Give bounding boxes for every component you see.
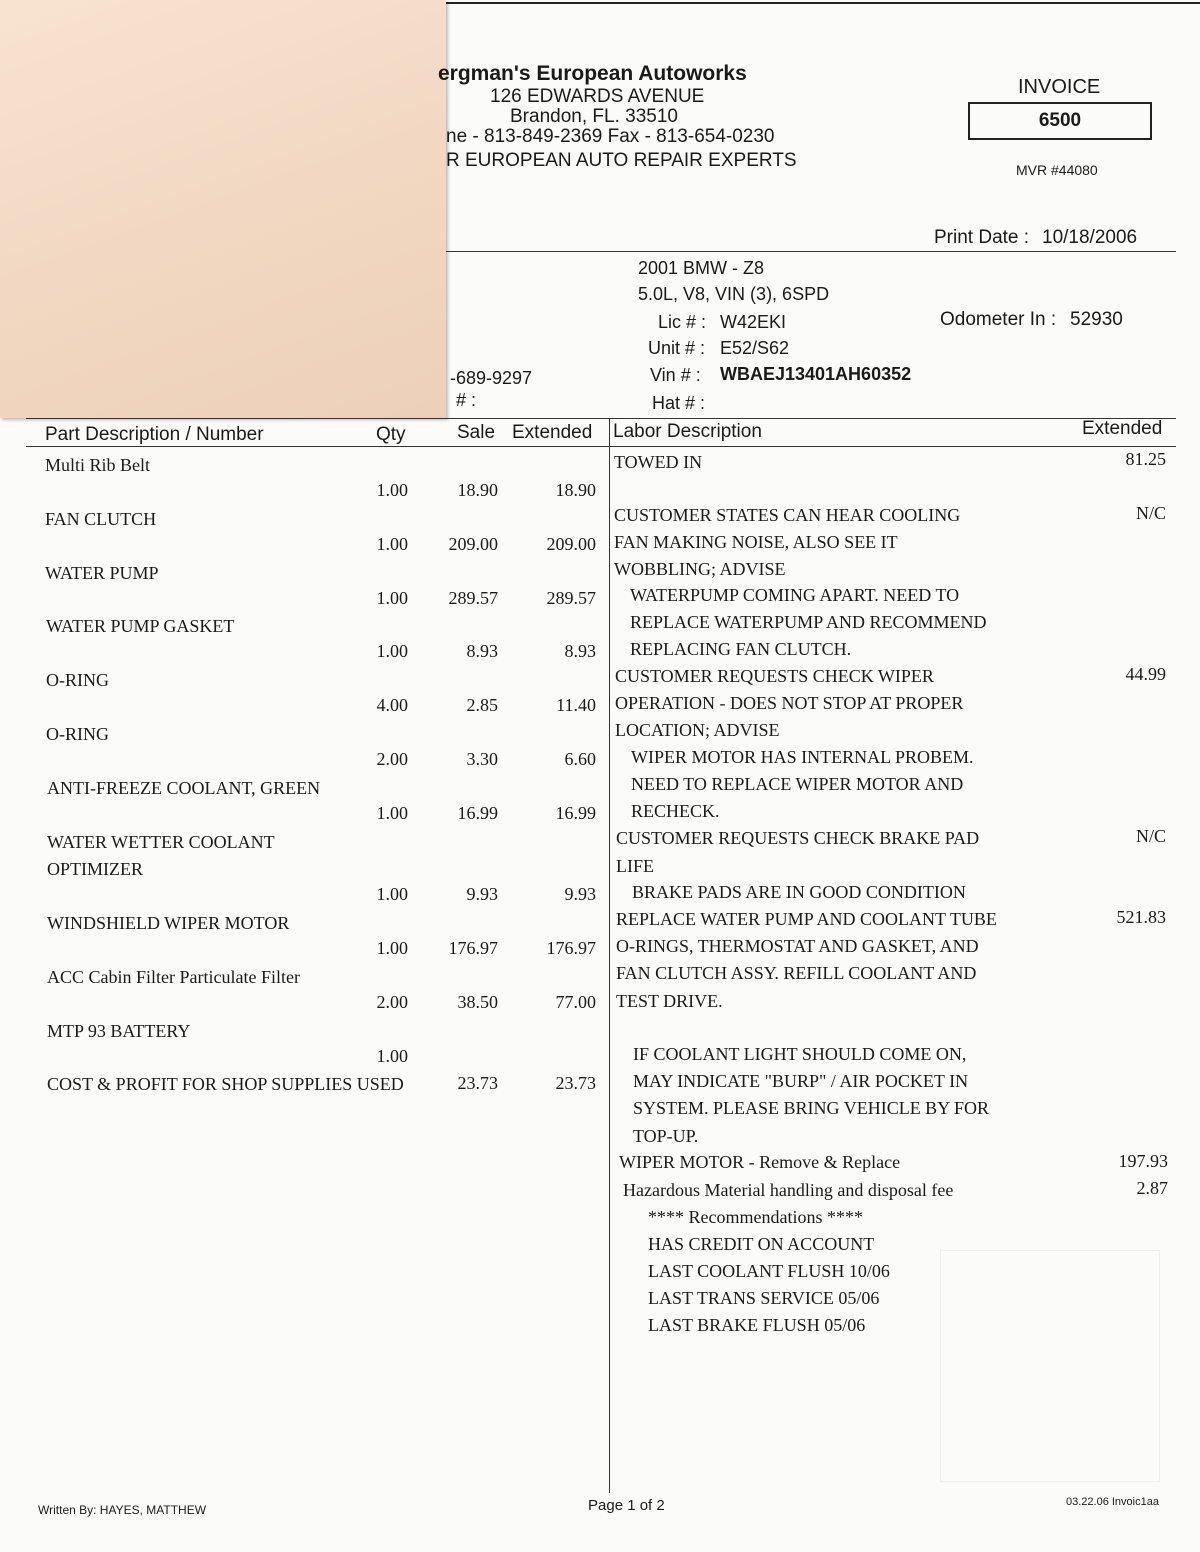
labor-line: REPLACE WATER PUMP AND COOLANT TUBE: [616, 909, 997, 929]
part-name: ANTI-FREEZE COOLANT, GREEN: [47, 778, 321, 798]
labor-line: WATERPUMP COMING APART. NEED TO: [630, 585, 960, 605]
labor-amount: 2.87: [1136, 1178, 1168, 1198]
shop-name: ergman's European Autoworks: [438, 62, 747, 85]
invoice-number-box: 6500: [968, 102, 1152, 140]
table-header-bottom-rule: [26, 446, 1176, 447]
recommendation-line: LAST TRANS SERVICE 05/06: [648, 1288, 880, 1308]
labor-line: LIFE: [616, 856, 654, 876]
part-name: COST & PROFIT FOR SHOP SUPPLIES USED: [47, 1074, 404, 1094]
page-number: Page 1 of 2: [588, 1497, 665, 1514]
written-by: Written By: HAYES, MATTHEW: [38, 1503, 207, 1517]
unit-label: Unit # :: [648, 338, 706, 358]
labor-line: CUSTOMER REQUESTS CHECK BRAKE PAD: [616, 828, 980, 848]
col-part-description: Part Description / Number: [45, 424, 264, 445]
recommendations-heading: **** Recommendations ****: [648, 1207, 863, 1227]
part-extended: 209.00: [546, 534, 596, 554]
col-labor-description: Labor Description: [613, 421, 762, 442]
shop-city: Brandon, FL. 33510: [510, 106, 678, 127]
part-qty: 1.00: [376, 480, 408, 500]
odometer-value: 52930: [1070, 309, 1123, 330]
labor-line: RECHECK.: [631, 801, 720, 821]
part-name: WATER WETTER COOLANT: [47, 832, 275, 852]
part-sale: 16.99: [457, 803, 498, 823]
shop-address: 126 EDWARDS AVENUE: [490, 86, 705, 107]
labor-line: O-RINGS, THERMOSTAT AND GASKET, AND: [616, 936, 979, 956]
recommendation-line: HAS CREDIT ON ACCOUNT: [648, 1234, 875, 1254]
part-sale: 3.30: [466, 749, 498, 769]
invoice-label: INVOICE: [1018, 76, 1101, 98]
part-qty: 2.00: [376, 992, 408, 1012]
labor-line: BRAKE PADS ARE IN GOOD CONDITION: [632, 882, 966, 902]
labor-line: FAN MAKING NOISE, ALSO SEE IT: [614, 532, 898, 552]
labor-line: TOWED IN: [614, 452, 703, 472]
part-sale: 18.90: [457, 480, 498, 500]
labor-amount: 197.93: [1118, 1151, 1168, 1171]
vin-value: WBAEJ13401AH60352: [720, 364, 912, 384]
labor-line: CUSTOMER REQUESTS CHECK WIPER: [615, 666, 934, 686]
print-date: 10/18/2006: [1042, 227, 1138, 248]
labor-amount: 81.25: [1125, 449, 1166, 469]
bleed-through-box: [940, 1250, 1160, 1482]
labor-line: WIPER MOTOR - Remove & Replace: [619, 1152, 901, 1172]
part-extended: 11.40: [556, 695, 596, 715]
part-sale: 2.85: [466, 695, 498, 715]
part-name: WATER PUMP: [45, 563, 159, 583]
labor-line: NEED TO REPLACE WIPER MOTOR AND: [631, 774, 964, 794]
part-name: Multi Rib Belt: [45, 455, 151, 475]
lic-value: W42EKI: [720, 312, 787, 332]
part-name: O-RING: [46, 670, 109, 690]
labor-line: REPLACE WATERPUMP AND RECOMMEND: [630, 612, 987, 632]
labor-line: WIPER MOTOR HAS INTERNAL PROBEM.: [631, 747, 974, 767]
column-divider: [609, 418, 610, 1493]
part-qty: 4.00: [376, 695, 408, 715]
vin-label: Vin # :: [650, 365, 701, 385]
part-name: O-RING: [46, 724, 109, 744]
top-rule: [440, 2, 1200, 10]
col-labor-extended: Extended: [1082, 418, 1163, 439]
shop-tagline: R EUROPEAN AUTO REPAIR EXPERTS: [446, 150, 797, 171]
part-name-continued: OPTIMIZER: [47, 859, 143, 879]
col-sale: Sale: [457, 422, 496, 443]
labor-amount: 44.99: [1125, 664, 1166, 684]
part-extended: 8.93: [564, 641, 596, 661]
labor-line: OPERATION - DOES NOT STOP AT PROPER: [615, 693, 964, 713]
part-name: MTP 93 BATTERY: [47, 1021, 191, 1041]
labor-line: Hazardous Material handling and disposal fee: [623, 1180, 954, 1200]
part-name: WINDSHIELD WIPER MOTOR: [47, 913, 290, 933]
part-extended: 16.99: [555, 803, 596, 823]
part-extended: 6.60: [564, 749, 596, 769]
labor-amount: N/C: [1135, 826, 1166, 846]
labor-line: FAN CLUTCH ASSY. REFILL COOLANT AND: [616, 963, 977, 983]
part-extended: 77.00: [555, 992, 596, 1012]
part-qty: 1.00: [376, 588, 408, 608]
sticky-note-overlay: [0, 0, 446, 418]
part-qty: 1.00: [376, 938, 408, 958]
customer-phone: -689-9297: [450, 368, 533, 388]
part-extended: 18.90: [555, 480, 596, 500]
labor-line: WOBBLING; ADVISE: [614, 559, 786, 579]
part-name: ACC Cabin Filter Particulate Filter: [47, 967, 300, 987]
labor-line: LOCATION; ADVISE: [615, 720, 780, 740]
part-qty: 1.00: [376, 1046, 408, 1066]
part-name: FAN CLUTCH: [45, 509, 157, 529]
recommendation-line: LAST COOLANT FLUSH 10/06: [648, 1261, 890, 1281]
shop-phone-fax: ne - 813-849-2369 Fax - 813-654-0230: [446, 126, 775, 147]
hat-label: Hat # :: [652, 393, 706, 413]
labor-amount: 521.83: [1116, 907, 1166, 927]
vehicle-engine: 5.0L, V8, VIN (3), 6SPD: [638, 284, 830, 304]
table-header-top-rule: [26, 418, 1176, 419]
col-extended: Extended: [512, 422, 593, 443]
labor-amount: N/C: [1135, 503, 1166, 523]
part-sale: 289.57: [448, 588, 498, 608]
col-qty: Qty: [376, 424, 406, 445]
labor-line: REPLACING FAN CLUTCH.: [630, 639, 852, 659]
part-qty: 1.00: [376, 884, 408, 904]
form-code: 03.22.06 Invoic1aa: [1066, 1496, 1159, 1508]
part-extended: 289.57: [546, 588, 596, 608]
print-date-label: Print Date :: [934, 227, 1030, 248]
labor-line: CUSTOMER STATES CAN HEAR COOLING: [614, 505, 961, 525]
part-qty: 2.00: [376, 749, 408, 769]
part-extended: 9.93: [564, 884, 596, 904]
header-divider: [446, 251, 1176, 252]
part-qty: 1.00: [376, 534, 408, 554]
labor-line: SYSTEM. PLEASE BRING VEHICLE BY FOR: [633, 1098, 990, 1118]
part-sale: 8.93: [466, 641, 498, 661]
unit-value: E52/S62: [720, 338, 790, 358]
part-sale: 9.93: [466, 884, 498, 904]
part-extended: 176.97: [546, 938, 596, 958]
part-qty: 1.00: [376, 803, 408, 823]
part-qty: 1.00: [376, 641, 408, 661]
part-sale: 176.97: [448, 938, 498, 958]
recommendation-line: LAST BRAKE FLUSH 05/06: [648, 1315, 866, 1335]
part-name: WATER PUMP GASKET: [46, 616, 235, 636]
customer-ref: # :: [456, 390, 477, 410]
part-sale: 38.50: [457, 992, 498, 1012]
labor-line: TEST DRIVE.: [616, 991, 723, 1011]
part-sale: 23.73: [457, 1073, 498, 1093]
vehicle-model: 2001 BMW - Z8: [638, 258, 765, 278]
mvr-number: MVR #44080: [1016, 162, 1098, 178]
labor-line: TOP-UP.: [633, 1126, 699, 1146]
labor-line: MAY INDICATE "BURP" / AIR POCKET IN: [633, 1071, 969, 1091]
part-extended: 23.73: [555, 1073, 596, 1093]
part-sale: 209.00: [448, 534, 498, 554]
labor-line: IF COOLANT LIGHT SHOULD COME ON,: [633, 1044, 967, 1064]
odometer-label: Odometer In :: [940, 309, 1057, 330]
lic-label: Lic # :: [658, 312, 707, 332]
